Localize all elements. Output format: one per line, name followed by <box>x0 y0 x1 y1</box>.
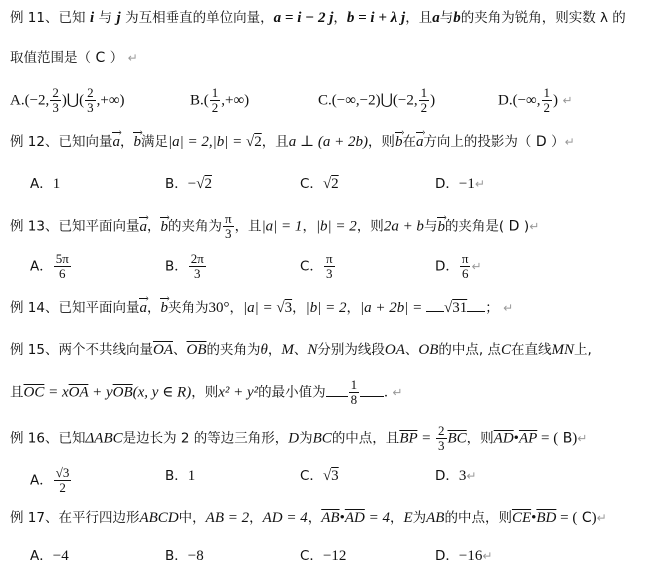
q17-answer: C <box>581 510 592 526</box>
return-mark-icon: ↵ <box>127 51 138 65</box>
q15-stem: 例 15、两个不共线向量$\overline{OA}$、$\overline{OB}$的夹角为θ，M、N分别为线段OA、OB的中点, 点C在直线MN上, <box>10 342 592 358</box>
q12-option-c: C．√2 <box>300 176 339 192</box>
q15-answer: $\frac{1}{8}$ <box>350 377 358 407</box>
q17-stem: 例 17、在平行四边形ABCD中，AB = 2，AD = 4，$\overline{AB}•\overline{AD} = 4$，E为AB的中点，则$\overline{CE}•\overline{BD}$ = ( C)↵ <box>10 510 607 526</box>
q12-stem: 例 12、已知向量a ›，b ›满足|a| = 2,|b| = √2，且a ⊥ (a + 2b)，则b ›在a ›方向上的投影为（ D ）↵ <box>10 132 575 152</box>
q13-option-a: A． $\frac{5\pi}{6}$ <box>30 251 69 281</box>
q11-stem: 例 11、已知 i 与 j 为互相垂直的单位向量，a = i − 2 j，b = i + λ j，且a与b的夹角为锐角，则实数 λ 的 <box>10 10 626 26</box>
q11-option-b: B.( $\frac{1}{2}$ ,+∞) <box>190 85 250 115</box>
q13-answer: D <box>508 218 520 235</box>
q13-option-d: D． $\frac{\pi}{6}$ ↵ <box>435 251 482 281</box>
q11-line2: 取值范围是（ C ） ↵ <box>10 50 138 66</box>
q16-stem: 例 16、已知ΔABC是边长为 2 的等边三角形，D为BC的中点，且$\overline{BP}$ = $\frac{2}{3}$ $\overline{BC}$，则$\overline{AD}•\overline{AP}$ = ( B)↵ <box>10 423 588 453</box>
q12-option-b: B．−√2 <box>165 176 212 192</box>
q11-answer: C <box>95 50 106 66</box>
q16-answer: B <box>562 430 573 447</box>
q12-option-d: D．−1↵ <box>435 176 485 192</box>
q16-option-b: B．1 <box>165 468 196 484</box>
q17-option-c: C．−12 <box>300 548 347 564</box>
q11-option-d: D.(−∞, $\frac{1}{2}$ ) ↵ <box>498 85 573 115</box>
q12-option-a: A．1 <box>30 176 61 192</box>
q15-line2: 且$\overline{OC} = x\overline{OA} + y\overline{OB}(x$, y ∈ R)，则x² + y²的最小值为 $\frac{1}{8}$ . ↵ <box>10 377 403 407</box>
q14-answer: √ <box>443 300 453 316</box>
q11-option-a: A.(−2, $\frac{2}{3}$ )⋃( $\frac{2}{3}$ ,+∞) <box>10 85 125 115</box>
q12-answer: D <box>535 134 547 150</box>
q13-option-b: B． $\frac{2\pi}{3}$ <box>165 251 204 281</box>
q16-option-d: D．3↵ <box>435 468 477 484</box>
q11-option-c: C.(−∞,−2)⋃(−2, $\frac{1}{2}$ ) <box>318 85 436 115</box>
q17-option-d: D．−16↵ <box>435 548 493 564</box>
q13-stem: 例 13、已知平面向量a ›，b ›的夹角为 $\frac{\pi}{3}$ ，且|a| = 1，|b| = 2，则2a + b与b ›的夹角是( D )↵ <box>10 212 539 241</box>
q14-stem: 例 14、已知平面向量a ›，b ›夹角为30°，|a| = √3，|b| = 2，|a + 2b| = √31 ； ↵ <box>10 298 513 318</box>
q17-option-b: B．−8 <box>165 548 204 564</box>
q16-option-a: A． $\frac{√3}{2}$ <box>30 465 70 495</box>
q17-option-a: A．−4 <box>30 548 69 564</box>
q16-option-c: C．√3 <box>300 468 339 484</box>
q13-option-c: C． $\frac{\pi}{3}$ <box>300 251 333 281</box>
